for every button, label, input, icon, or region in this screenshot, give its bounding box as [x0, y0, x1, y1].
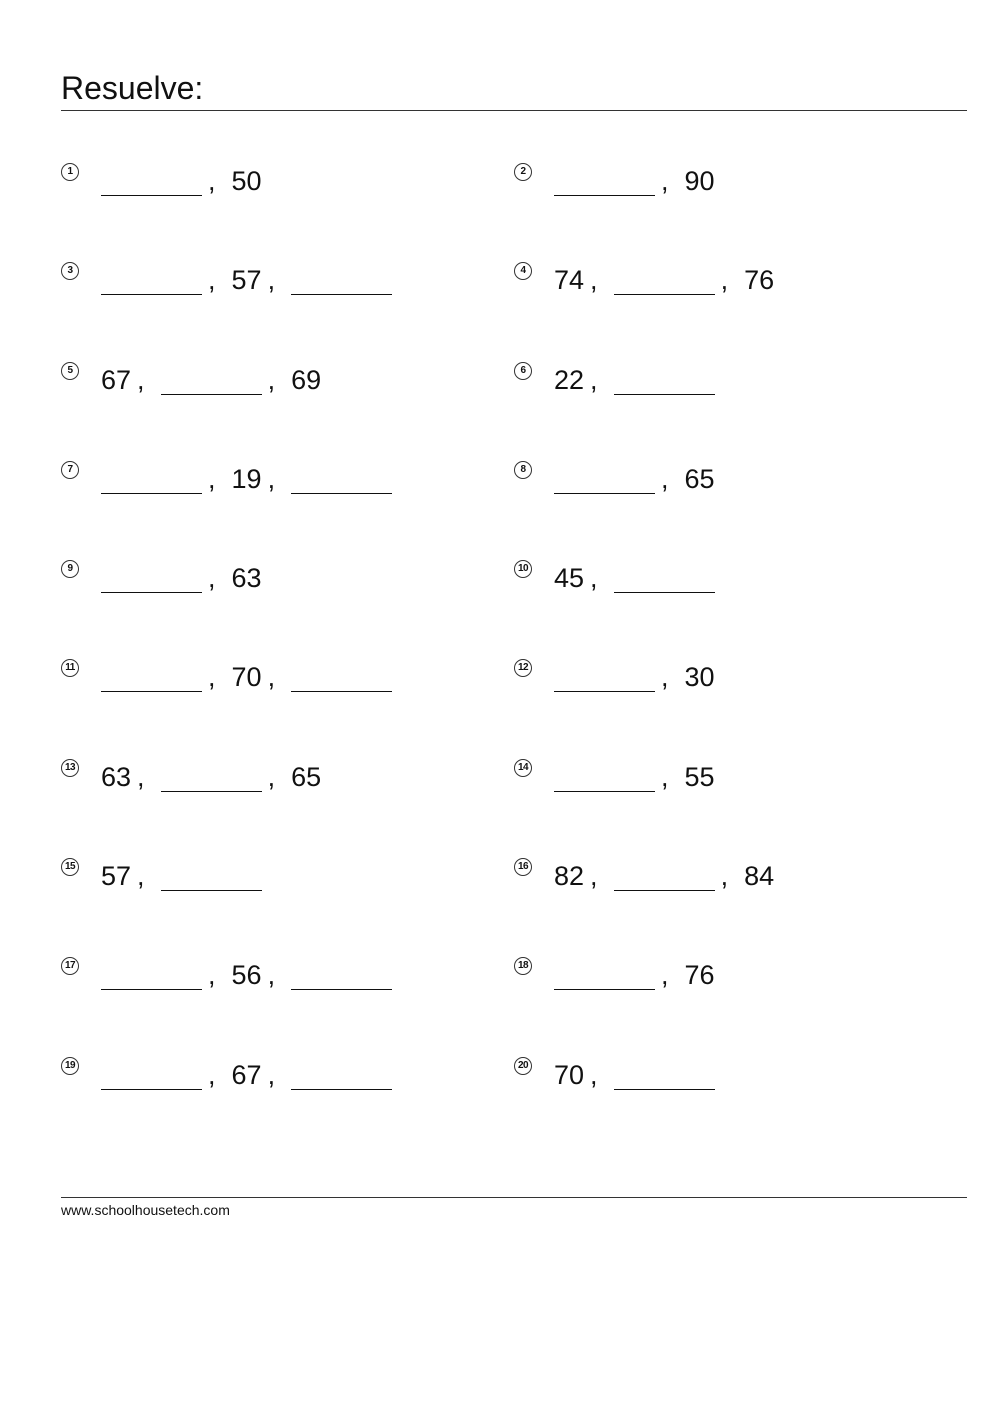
sequence-value: 70 — [554, 1059, 585, 1090]
answer-blank[interactable] — [614, 592, 715, 593]
answer-blank[interactable] — [101, 989, 202, 990]
problem-number: 1 — [61, 163, 79, 181]
problem-item — [61, 1037, 514, 1136]
problem-number: 8 — [514, 461, 532, 479]
comma-separator: , — [137, 364, 145, 395]
sequence-value: 63 — [231, 563, 262, 594]
sequence-value: 67 — [101, 364, 132, 395]
number-sequence — [554, 164, 715, 198]
number-sequence — [554, 760, 715, 794]
problem-item — [61, 639, 514, 738]
sequence-value: 84 — [744, 861, 775, 892]
problem-number: 14 — [514, 759, 532, 777]
number-sequence — [101, 1058, 392, 1092]
comma-separator: , — [590, 1059, 598, 1090]
problem-number: 17 — [61, 957, 79, 975]
comma-separator: , — [661, 761, 669, 792]
comma-separator: , — [137, 761, 145, 792]
answer-blank[interactable] — [161, 791, 262, 792]
comma-separator: , — [267, 761, 276, 792]
number-sequence — [101, 363, 321, 397]
sequence-value: 22 — [554, 364, 585, 395]
problem-item — [514, 1037, 967, 1136]
comma-separator: , — [267, 960, 276, 991]
answer-blank[interactable] — [614, 1089, 715, 1090]
sequence-value: 56 — [231, 960, 262, 991]
answer-blank[interactable] — [291, 294, 392, 295]
answer-blank[interactable] — [554, 791, 655, 792]
comma-separator: , — [590, 364, 598, 395]
problem-number: 10 — [514, 560, 532, 578]
problem-number: 9 — [61, 560, 79, 578]
number-sequence — [101, 660, 392, 694]
sequence-value: 45 — [554, 563, 585, 594]
number-sequence — [101, 561, 262, 595]
problem-item — [514, 639, 967, 738]
problem-item — [514, 342, 967, 441]
comma-separator: , — [267, 364, 276, 395]
comma-separator: , — [267, 1059, 276, 1090]
sequence-value: 74 — [554, 265, 585, 296]
problem-item — [514, 937, 967, 1036]
comma-separator: , — [208, 563, 216, 594]
number-sequence — [554, 561, 715, 595]
number-sequence — [554, 363, 715, 397]
answer-blank[interactable] — [101, 294, 202, 295]
problem-item — [61, 838, 514, 937]
problem-item — [61, 143, 514, 242]
comma-separator: , — [720, 861, 729, 892]
comma-separator: , — [208, 662, 216, 693]
answer-blank[interactable] — [291, 1089, 392, 1090]
number-sequence — [554, 263, 774, 297]
number-sequence — [101, 958, 392, 992]
number-sequence — [554, 958, 715, 992]
answer-blank[interactable] — [161, 890, 262, 891]
problem-grid — [61, 143, 967, 1136]
answer-blank[interactable] — [161, 394, 262, 395]
comma-separator: , — [208, 463, 216, 494]
sequence-value: 19 — [231, 463, 262, 494]
problem-item — [61, 441, 514, 540]
problem-item — [61, 540, 514, 639]
sequence-value: 65 — [291, 761, 322, 792]
sequence-value: 55 — [684, 761, 715, 792]
problem-number: 19 — [61, 1057, 79, 1075]
comma-separator: , — [267, 662, 276, 693]
footer-divider — [61, 1197, 967, 1198]
page-title: Resuelve: — [61, 70, 204, 106]
problem-number: 18 — [514, 957, 532, 975]
problem-number: 13 — [61, 759, 79, 777]
problem-item — [61, 342, 514, 441]
sequence-value: 57 — [101, 861, 132, 892]
comma-separator: , — [661, 662, 669, 693]
sequence-value: 76 — [684, 960, 715, 991]
answer-blank[interactable] — [101, 1089, 202, 1090]
sequence-value: 57 — [231, 265, 262, 296]
sequence-value: 70 — [231, 662, 262, 693]
number-sequence — [554, 660, 715, 694]
problem-item — [514, 143, 967, 242]
comma-separator: , — [590, 861, 598, 892]
sequence-value: 69 — [291, 364, 322, 395]
problem-number: 3 — [61, 262, 79, 280]
problem-item — [514, 441, 967, 540]
sequence-value: 82 — [554, 861, 585, 892]
comma-separator: , — [137, 861, 145, 892]
footer-url: www.schoolhousetech.com — [61, 1202, 230, 1218]
problem-item — [514, 540, 967, 639]
comma-separator: , — [267, 265, 276, 296]
number-sequence — [101, 462, 392, 496]
problem-number: 6 — [514, 362, 532, 380]
answer-blank[interactable] — [291, 493, 392, 494]
answer-blank[interactable] — [554, 989, 655, 990]
sequence-value: 90 — [684, 166, 715, 196]
problem-item — [61, 242, 514, 341]
problem-number: 16 — [514, 858, 532, 876]
problem-number: 20 — [514, 1057, 532, 1075]
problem-item — [61, 739, 514, 838]
comma-separator: , — [661, 960, 669, 991]
comma-separator: , — [661, 166, 669, 196]
comma-separator: , — [720, 265, 729, 296]
problem-number: 15 — [61, 858, 79, 876]
problem-item — [514, 838, 967, 937]
problem-number: 4 — [514, 262, 532, 280]
sequence-value: 65 — [684, 463, 715, 494]
comma-separator: , — [208, 960, 216, 991]
problem-number: 2 — [514, 163, 532, 181]
sequence-value: 30 — [684, 662, 715, 693]
problem-number: 11 — [61, 659, 79, 677]
number-sequence — [101, 760, 321, 794]
answer-blank[interactable] — [554, 195, 655, 196]
number-sequence — [554, 859, 774, 893]
sequence-value: 67 — [231, 1059, 262, 1090]
comma-separator: , — [590, 563, 598, 594]
number-sequence — [101, 164, 262, 198]
answer-blank[interactable] — [101, 691, 202, 692]
number-sequence — [101, 263, 392, 297]
number-sequence — [554, 1058, 715, 1092]
answer-blank[interactable] — [614, 294, 715, 295]
number-sequence — [101, 859, 262, 893]
sequence-value: 63 — [101, 761, 132, 792]
number-sequence — [554, 462, 715, 496]
comma-separator: , — [208, 166, 216, 196]
sequence-value: 76 — [744, 265, 775, 296]
answer-blank[interactable] — [291, 691, 392, 692]
answer-blank[interactable] — [101, 592, 202, 593]
comma-separator: , — [208, 265, 216, 296]
answer-blank[interactable] — [554, 691, 655, 692]
problem-number: 12 — [514, 659, 532, 677]
problem-item — [514, 739, 967, 838]
answer-blank[interactable] — [614, 890, 715, 891]
answer-blank[interactable] — [554, 493, 655, 494]
comma-separator: , — [661, 463, 669, 494]
problem-item — [514, 242, 967, 341]
answer-blank[interactable] — [101, 195, 202, 196]
comma-separator: , — [208, 1059, 216, 1090]
problem-item — [61, 937, 514, 1036]
header-divider — [61, 110, 967, 111]
comma-separator: , — [590, 265, 598, 296]
problem-number: 5 — [61, 362, 79, 380]
answer-blank[interactable] — [291, 989, 392, 990]
answer-blank[interactable] — [101, 493, 202, 494]
problem-number: 7 — [61, 461, 79, 479]
answer-blank[interactable] — [614, 394, 715, 395]
sequence-value: 50 — [231, 166, 262, 196]
comma-separator: , — [267, 463, 276, 494]
